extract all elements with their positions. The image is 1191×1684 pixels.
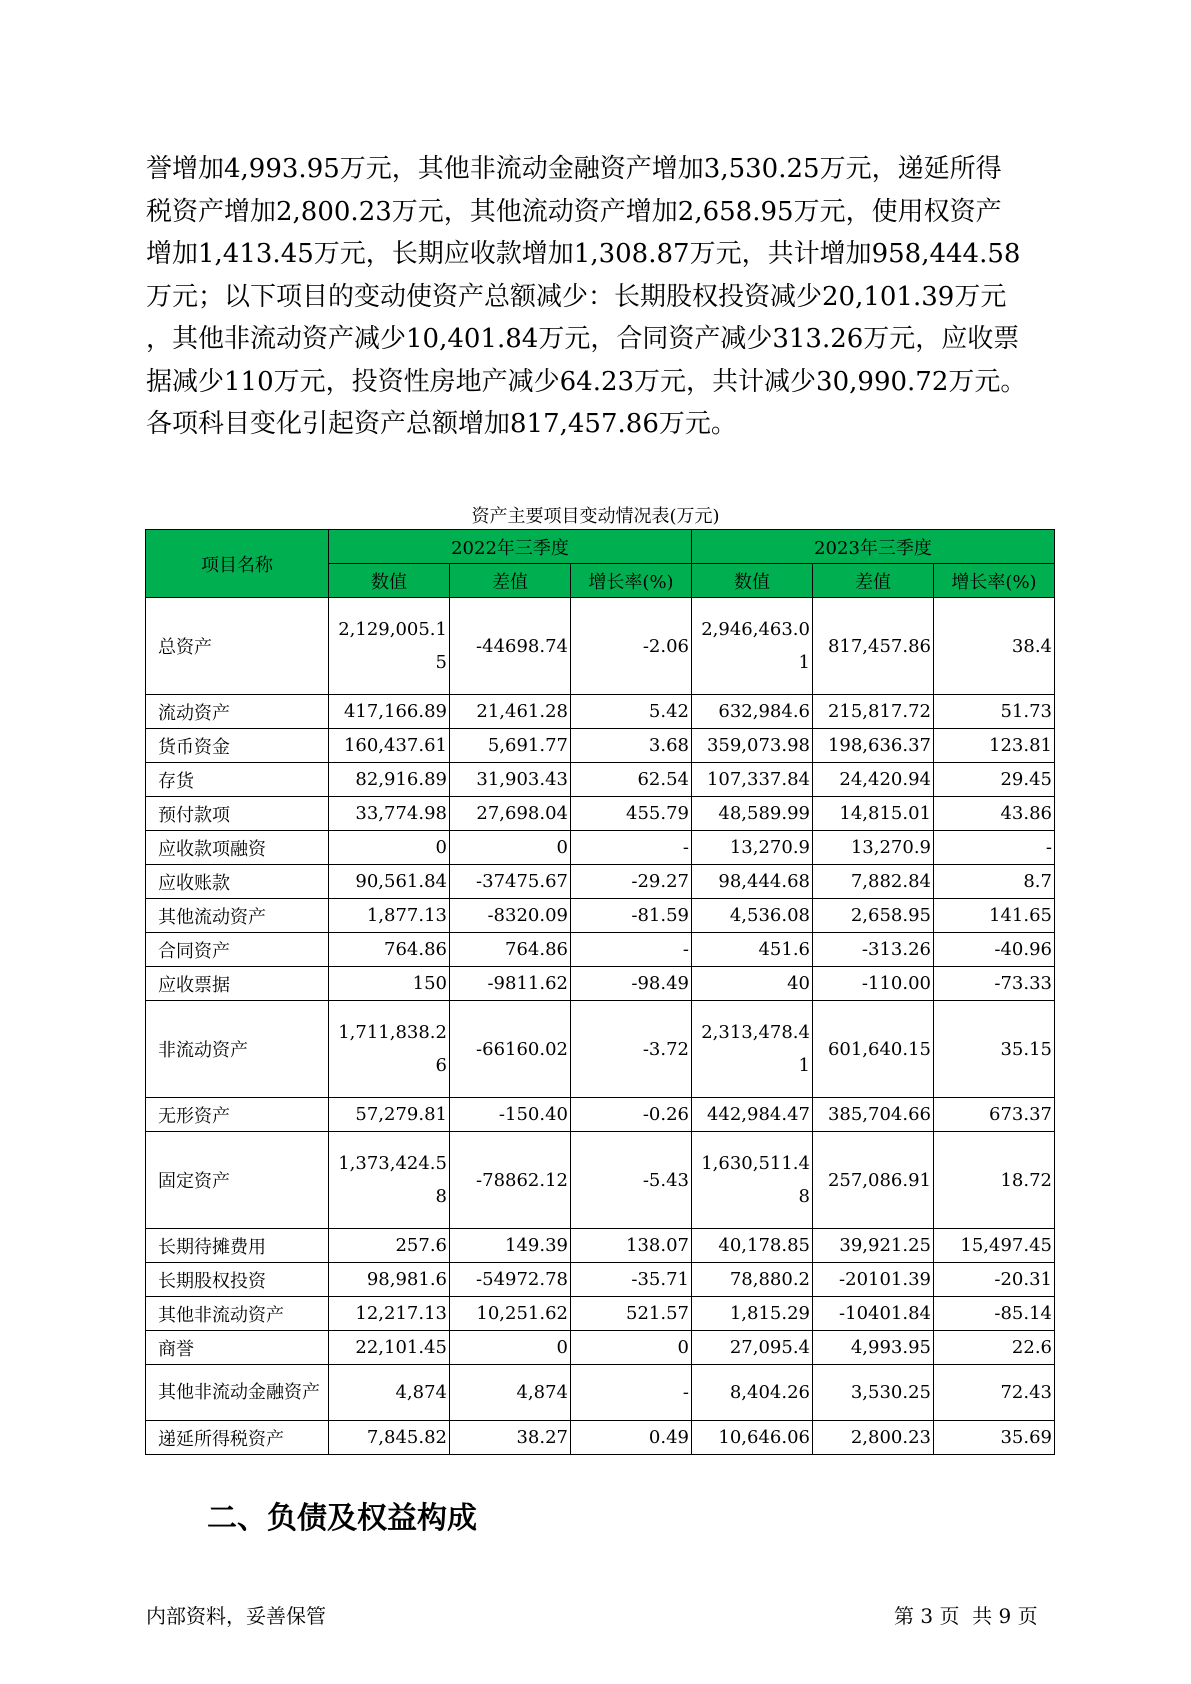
row-value-cell: 5,691.77	[450, 729, 571, 763]
row-value-cell: 138.07	[571, 1229, 692, 1263]
row-value-cell: 107,337.84	[692, 763, 813, 797]
row-value-cell: 0.49	[571, 1421, 692, 1455]
row-value-cell: 38.4	[934, 598, 1055, 695]
row-value-cell: 8,404.26	[692, 1365, 813, 1421]
row-value-cell: 2,658.95	[813, 899, 934, 933]
row-value-cell: 521.57	[571, 1297, 692, 1331]
subheader-diff: 差值	[813, 564, 934, 598]
row-value-cell: -	[571, 933, 692, 967]
row-value-cell: 764.86	[329, 933, 450, 967]
row-item-name: 长期待摊费用	[146, 1229, 329, 1263]
row-value-cell: 817,457.86	[813, 598, 934, 695]
row-item-name: 商誉	[146, 1331, 329, 1365]
row-value-cell: 48,589.99	[692, 797, 813, 831]
row-value-cell: 1,815.29	[692, 1297, 813, 1331]
row-value-cell: -40.96	[934, 933, 1055, 967]
row-value-cell: 38.27	[450, 1421, 571, 1455]
paragraph-line: 增加1,413.45万元，长期应收款增加1,308.87万元，共计增加958,444.58	[146, 239, 1021, 269]
table-row	[146, 797, 1055, 831]
asset-change-table	[145, 529, 1055, 1455]
table-row	[146, 1365, 1055, 1421]
row-value-cell: 141.65	[934, 899, 1055, 933]
row-item-name: 货币资金	[146, 729, 329, 763]
subheader-value: 数值	[692, 564, 813, 598]
row-value-cell: 78,880.2	[692, 1263, 813, 1297]
row-value-cell: 160,437.61	[329, 729, 450, 763]
paragraph-line: 各项科目变化引起资产总额增加817,457.86万元。	[146, 409, 737, 439]
row-value-cell: -37475.67	[450, 865, 571, 899]
row-item-name: 非流动资产	[146, 1001, 329, 1098]
table-header-row	[146, 530, 1055, 564]
row-value-cell: 1,373,424.58	[329, 1132, 450, 1229]
row-value-cell: 5.42	[571, 695, 692, 729]
row-item-name: 应收票据	[146, 967, 329, 1001]
row-value-cell: 7,845.82	[329, 1421, 450, 1455]
table-row	[146, 865, 1055, 899]
subheader-growth: 增长率(%)	[571, 564, 692, 598]
table-row	[146, 1229, 1055, 1263]
row-value-cell: 632,984.6	[692, 695, 813, 729]
table-body	[146, 598, 1055, 1455]
row-item-name: 总资产	[146, 598, 329, 695]
row-value-cell: 0	[571, 1331, 692, 1365]
row-value-cell: 43.86	[934, 797, 1055, 831]
row-value-cell: -2.06	[571, 598, 692, 695]
row-value-cell: -9811.62	[450, 967, 571, 1001]
paragraph-line: ，其他非流动资产减少10,401.84万元，合同资产减少313.26万元，应收票	[146, 324, 1020, 354]
row-value-cell: 27,095.4	[692, 1331, 813, 1365]
header-period-2023: 2023年三季度	[692, 530, 1055, 564]
row-value-cell: -44698.74	[450, 598, 571, 695]
row-value-cell: 385,704.66	[813, 1098, 934, 1132]
paragraph-line: 誉增加4,993.95万元，其他非流动金融资产增加3,530.25万元，递延所得	[146, 154, 1002, 184]
table-row	[146, 1421, 1055, 1455]
row-value-cell: -	[934, 831, 1055, 865]
section-heading: 二、负债及权益构成	[207, 1501, 477, 1536]
paragraph-line: 税资产增加2,800.23万元，其他流动资产增加2,658.95万元，使用权资产	[146, 196, 1002, 227]
row-value-cell: 13,270.9	[692, 831, 813, 865]
row-item-name: 应收款项融资	[146, 831, 329, 865]
paragraph-line: 据减少110万元，投资性房地产减少64.23万元，共计减少30,990.72万元。	[146, 366, 1027, 397]
row-value-cell: 2,946,463.01	[692, 598, 813, 695]
subheader-value: 数值	[329, 564, 450, 598]
row-value-cell: 14,815.01	[813, 797, 934, 831]
row-value-cell: -98.49	[571, 967, 692, 1001]
row-value-cell: 1,711,838.26	[329, 1001, 450, 1098]
row-value-cell: 29.45	[934, 763, 1055, 797]
row-value-cell: -35.71	[571, 1263, 692, 1297]
row-value-cell: 2,800.23	[813, 1421, 934, 1455]
row-value-cell: 12,217.13	[329, 1297, 450, 1331]
row-item-name: 递延所得税资产	[146, 1421, 329, 1455]
footer-page-number: 第 3 页 共 9 页	[894, 1604, 1038, 1628]
row-value-cell: 33,774.98	[329, 797, 450, 831]
row-value-cell: -110.00	[813, 967, 934, 1001]
row-item-name: 其他非流动资产	[146, 1297, 329, 1331]
row-value-cell: 35.69	[934, 1421, 1055, 1455]
row-value-cell: -78862.12	[450, 1132, 571, 1229]
row-value-cell: 24,420.94	[813, 763, 934, 797]
row-value-cell: 3,530.25	[813, 1365, 934, 1421]
row-value-cell: 72.43	[934, 1365, 1055, 1421]
row-value-cell: -	[571, 1365, 692, 1421]
row-value-cell: 4,993.95	[813, 1331, 934, 1365]
row-value-cell: 4,874	[329, 1365, 450, 1421]
row-value-cell: 82,916.89	[329, 763, 450, 797]
row-value-cell: 451.6	[692, 933, 813, 967]
row-value-cell: 149.39	[450, 1229, 571, 1263]
row-value-cell: 673.37	[934, 1098, 1055, 1132]
row-value-cell: 150	[329, 967, 450, 1001]
row-value-cell: 3.68	[571, 729, 692, 763]
row-value-cell: -0.26	[571, 1098, 692, 1132]
row-value-cell: 359,073.98	[692, 729, 813, 763]
row-value-cell: 62.54	[571, 763, 692, 797]
row-value-cell: -	[571, 831, 692, 865]
header-period-2022: 2022年三季度	[329, 530, 692, 564]
paragraph-line: 万元；以下项目的变动使资产总额减少：长期股权投资减少20,101.39万元	[146, 281, 1007, 312]
row-value-cell: 13,270.9	[813, 831, 934, 865]
row-item-name: 流动资产	[146, 695, 329, 729]
subheader-growth: 增长率(%)	[934, 564, 1055, 598]
row-value-cell: 51.73	[934, 695, 1055, 729]
row-item-name: 预付款项	[146, 797, 329, 831]
table-row	[146, 1098, 1055, 1132]
table-row	[146, 1132, 1055, 1229]
row-item-name: 无形资产	[146, 1098, 329, 1132]
table-row	[146, 831, 1055, 865]
row-value-cell: -313.26	[813, 933, 934, 967]
row-value-cell: 31,903.43	[450, 763, 571, 797]
row-value-cell: 18.72	[934, 1132, 1055, 1229]
header-item-name: 项目名称	[146, 530, 329, 598]
row-item-name: 合同资产	[146, 933, 329, 967]
row-value-cell: 40	[692, 967, 813, 1001]
table-caption: 资产主要项目变动情况表(万元)	[471, 506, 720, 527]
table-row	[146, 1331, 1055, 1365]
row-value-cell: 417,166.89	[329, 695, 450, 729]
row-value-cell: 10,251.62	[450, 1297, 571, 1331]
row-value-cell: 90,561.84	[329, 865, 450, 899]
row-value-cell: 455.79	[571, 797, 692, 831]
row-value-cell: 123.81	[934, 729, 1055, 763]
row-value-cell: 0	[450, 831, 571, 865]
row-value-cell: 22,101.45	[329, 1331, 450, 1365]
row-value-cell: 198,636.37	[813, 729, 934, 763]
row-value-cell: 442,984.47	[692, 1098, 813, 1132]
row-item-name: 长期股权投资	[146, 1263, 329, 1297]
row-value-cell: 1,630,511.48	[692, 1132, 813, 1229]
row-value-cell: 2,129,005.15	[329, 598, 450, 695]
table-row	[146, 1263, 1055, 1297]
table-row	[146, 729, 1055, 763]
row-value-cell: 1,877.13	[329, 899, 450, 933]
row-value-cell: 98,981.6	[329, 1263, 450, 1297]
row-value-cell: 21,461.28	[450, 695, 571, 729]
row-value-cell: -20101.39	[813, 1263, 934, 1297]
row-value-cell: 8.7	[934, 865, 1055, 899]
row-value-cell: 10,646.06	[692, 1421, 813, 1455]
row-value-cell: 15,497.45	[934, 1229, 1055, 1263]
row-value-cell: -54972.78	[450, 1263, 571, 1297]
row-value-cell: 601,640.15	[813, 1001, 934, 1098]
table-row	[146, 933, 1055, 967]
table-row	[146, 1001, 1055, 1098]
row-value-cell: 257.6	[329, 1229, 450, 1263]
row-value-cell: 215,817.72	[813, 695, 934, 729]
row-value-cell: -3.72	[571, 1001, 692, 1098]
row-value-cell: 764.86	[450, 933, 571, 967]
row-value-cell: 4,874	[450, 1365, 571, 1421]
row-item-name: 应收账款	[146, 865, 329, 899]
row-value-cell: 27,698.04	[450, 797, 571, 831]
row-item-name: 存货	[146, 763, 329, 797]
row-value-cell: 39,921.25	[813, 1229, 934, 1263]
row-value-cell: 22.6	[934, 1331, 1055, 1365]
row-value-cell: 257,086.91	[813, 1132, 934, 1229]
row-value-cell: -85.14	[934, 1297, 1055, 1331]
table-row	[146, 1297, 1055, 1331]
row-value-cell: -81.59	[571, 899, 692, 933]
table-row	[146, 695, 1055, 729]
row-item-name: 其他流动资产	[146, 899, 329, 933]
row-item-name: 其他非流动金融资产	[146, 1365, 329, 1421]
row-value-cell: -66160.02	[450, 1001, 571, 1098]
row-value-cell: -150.40	[450, 1098, 571, 1132]
row-value-cell: -73.33	[934, 967, 1055, 1001]
row-value-cell: 98,444.68	[692, 865, 813, 899]
footer-confidential-note: 内部资料，妥善保管	[146, 1604, 326, 1628]
row-value-cell: 0	[450, 1331, 571, 1365]
row-value-cell: 35.15	[934, 1001, 1055, 1098]
table-row	[146, 763, 1055, 797]
table-row	[146, 967, 1055, 1001]
row-value-cell: -10401.84	[813, 1297, 934, 1331]
body-paragraph	[146, 148, 1046, 446]
row-value-cell: -29.27	[571, 865, 692, 899]
row-value-cell: 7,882.84	[813, 865, 934, 899]
row-value-cell: 2,313,478.41	[692, 1001, 813, 1098]
table-row	[146, 899, 1055, 933]
row-item-name: 固定资产	[146, 1132, 329, 1229]
row-value-cell: 4,536.08	[692, 899, 813, 933]
row-value-cell: 0	[329, 831, 450, 865]
subheader-diff: 差值	[450, 564, 571, 598]
row-value-cell: 40,178.85	[692, 1229, 813, 1263]
table-row	[146, 598, 1055, 695]
row-value-cell: -5.43	[571, 1132, 692, 1229]
row-value-cell: -8320.09	[450, 899, 571, 933]
row-value-cell: 57,279.81	[329, 1098, 450, 1132]
row-value-cell: -20.31	[934, 1263, 1055, 1297]
